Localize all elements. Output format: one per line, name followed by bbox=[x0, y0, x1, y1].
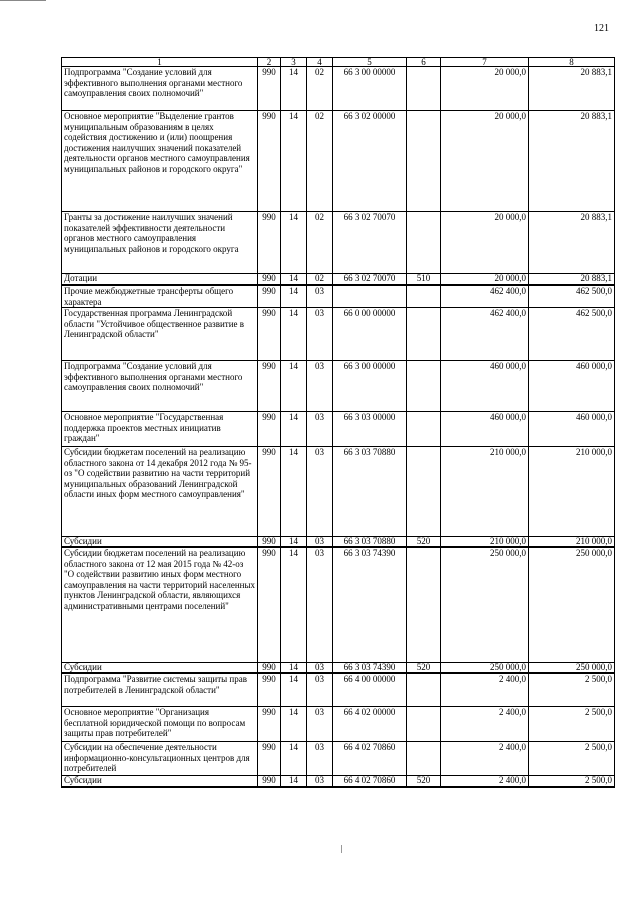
table-row bbox=[62, 111, 615, 212]
cell-col7: 462 400,0 bbox=[441, 308, 529, 361]
row-name: Субсидии bbox=[62, 663, 258, 674]
row-name: Подпрограмма "Создание условий для эффективного выполнения органами местного самоуправления своих полномочий" bbox=[62, 361, 258, 412]
cell-col8: 2 500,0 bbox=[529, 742, 615, 776]
cell-col3: 14 bbox=[281, 212, 307, 274]
cell-col6 bbox=[407, 673, 441, 707]
cell-col2: 990 bbox=[258, 67, 281, 111]
cell-col5: 66 3 03 74390 bbox=[333, 547, 407, 663]
table-row bbox=[62, 537, 615, 548]
cell-col4: 03 bbox=[307, 776, 333, 788]
cell-col5: 66 4 02 70860 bbox=[333, 776, 407, 788]
cell-col2: 990 bbox=[258, 412, 281, 447]
cell-col3: 14 bbox=[281, 742, 307, 776]
table-row bbox=[62, 673, 615, 707]
cell-col5: 66 3 00 00000 bbox=[333, 361, 407, 412]
cell-col8: 462 500,0 bbox=[529, 285, 615, 308]
cell-col3: 14 bbox=[281, 285, 307, 308]
cell-col2: 990 bbox=[258, 285, 281, 308]
cell-col3: 14 bbox=[281, 547, 307, 663]
col-header-1: 1 bbox=[62, 58, 258, 67]
table-row bbox=[62, 547, 615, 663]
cell-col5: 66 3 00 00000 bbox=[333, 67, 407, 111]
cell-col6 bbox=[407, 447, 441, 537]
cell-col7: 2 400,0 bbox=[441, 673, 529, 707]
cell-col2: 990 bbox=[258, 547, 281, 663]
cell-col6 bbox=[407, 111, 441, 212]
cell-col3: 14 bbox=[281, 361, 307, 412]
cell-col3: 14 bbox=[281, 111, 307, 212]
cell-col5: 66 3 03 00000 bbox=[333, 412, 407, 447]
cell-col5: 66 0 00 00000 bbox=[333, 308, 407, 361]
header-row bbox=[62, 58, 615, 67]
cell-col2: 990 bbox=[258, 361, 281, 412]
table-row bbox=[62, 361, 615, 412]
cell-col2: 990 bbox=[258, 776, 281, 788]
cell-col7: 20 000,0 bbox=[441, 67, 529, 111]
cell-col3: 14 bbox=[281, 274, 307, 286]
cell-col5: 66 3 03 70880 bbox=[333, 537, 407, 548]
cell-col2: 990 bbox=[258, 673, 281, 707]
table-row bbox=[62, 663, 615, 674]
cell-col4: 02 bbox=[307, 67, 333, 111]
cell-col4: 03 bbox=[307, 361, 333, 412]
cell-col5: 66 3 02 70070 bbox=[333, 274, 407, 286]
row-name: Субсидии bbox=[62, 776, 258, 788]
row-name: Субсидии на обеспечение деятельности информационно-консультационных центров для потребителей bbox=[62, 742, 258, 776]
cell-col4: 03 bbox=[307, 707, 333, 742]
cell-col6: 520 bbox=[407, 537, 441, 548]
cell-col6 bbox=[407, 308, 441, 361]
cell-col7: 2 400,0 bbox=[441, 707, 529, 742]
cell-col4: 03 bbox=[307, 447, 333, 537]
row-name: Основное мероприятие "Организация бесплатной юридической помощи по вопросам защиты прав потребителей" bbox=[62, 707, 258, 742]
row-name: Основное мероприятие "Выделение грантов муниципальным образованиям в целях содействия достижению и (или) поощрения достижения наилучших значений показателей деятельности органов местного самоуправления муниципальных районов и городского округа" bbox=[62, 111, 258, 212]
cell-col2: 990 bbox=[258, 663, 281, 674]
cell-col4: 03 bbox=[307, 285, 333, 308]
cell-col6 bbox=[407, 285, 441, 308]
row-name: Подпрограмма "Создание условий для эффективного выполнения органами местного самоуправления своих полномочий" bbox=[62, 67, 258, 111]
cell-col4: 02 bbox=[307, 274, 333, 286]
cell-col2: 990 bbox=[258, 707, 281, 742]
cell-col3: 14 bbox=[281, 308, 307, 361]
cell-col5: 66 4 02 70860 bbox=[333, 742, 407, 776]
cell-col8: 250 000,0 bbox=[529, 663, 615, 674]
row-name: Дотации bbox=[62, 274, 258, 286]
cell-col5: 66 4 02 00000 bbox=[333, 707, 407, 742]
cell-col6 bbox=[407, 547, 441, 663]
cell-col5: 66 3 02 70070 bbox=[333, 212, 407, 274]
cell-col4: 03 bbox=[307, 742, 333, 776]
col-header-4: 4 bbox=[307, 58, 333, 67]
row-name: Государственная программа Ленинградской области "Устойчивое общественное развитие в Ленинградской области" bbox=[62, 308, 258, 361]
cell-col7: 462 400,0 bbox=[441, 285, 529, 308]
table-row bbox=[62, 308, 615, 361]
cell-col8: 460 000,0 bbox=[529, 361, 615, 412]
table-row bbox=[62, 776, 615, 788]
row-name: Гранты за достижение наилучших значений показателей эффективности деятельности органов местного самоуправления муниципальных районов и городского округа bbox=[62, 212, 258, 274]
cell-col8: 20 883,1 bbox=[529, 274, 615, 286]
table-body bbox=[62, 67, 615, 788]
cell-col7: 2 400,0 bbox=[441, 742, 529, 776]
table-row bbox=[62, 212, 615, 274]
cell-col4: 02 bbox=[307, 111, 333, 212]
cell-col6 bbox=[407, 361, 441, 412]
cell-col7: 20 000,0 bbox=[441, 212, 529, 274]
scan-edge-mark bbox=[0, 0, 46, 1]
cell-col7: 20 000,0 bbox=[441, 274, 529, 286]
cell-col2: 990 bbox=[258, 742, 281, 776]
cell-col2: 990 bbox=[258, 111, 281, 212]
cell-col3: 14 bbox=[281, 776, 307, 788]
cell-col8: 20 883,1 bbox=[529, 111, 615, 212]
row-name: Прочие межбюджетные трансферты общего характера bbox=[62, 285, 258, 308]
cell-col5: 66 3 03 70880 bbox=[333, 447, 407, 537]
cell-col3: 14 bbox=[281, 673, 307, 707]
table-row bbox=[62, 285, 615, 308]
cell-col7: 460 000,0 bbox=[441, 361, 529, 412]
cell-col7: 210 000,0 bbox=[441, 447, 529, 537]
cell-col4: 03 bbox=[307, 663, 333, 674]
budget-table bbox=[61, 57, 615, 788]
cell-col6: 520 bbox=[407, 663, 441, 674]
cell-col6 bbox=[407, 212, 441, 274]
col-header-2: 2 bbox=[258, 58, 281, 67]
col-header-7: 7 bbox=[441, 58, 529, 67]
cell-col2: 990 bbox=[258, 308, 281, 361]
table-row bbox=[62, 274, 615, 286]
cell-col3: 14 bbox=[281, 447, 307, 537]
cell-col3: 14 bbox=[281, 663, 307, 674]
cell-col8: 20 883,1 bbox=[529, 212, 615, 274]
cell-col3: 14 bbox=[281, 67, 307, 111]
col-header-8: 8 bbox=[529, 58, 615, 67]
col-header-5: 5 bbox=[333, 58, 407, 67]
col-header-6: 6 bbox=[407, 58, 441, 67]
cell-col5: 66 3 03 74390 bbox=[333, 663, 407, 674]
cell-col4: 03 bbox=[307, 537, 333, 548]
cell-col4: 03 bbox=[307, 547, 333, 663]
row-name: Субсидии бюджетам поселений на реализацию областного закона от 12 мая 2015 года № 42-оз "О содействии развитию иных форм местного самоуправления на части территорий населенных пунктов Ленинградской области, являющихся административными центрами поселений" bbox=[62, 547, 258, 663]
cell-col8: 462 500,0 bbox=[529, 308, 615, 361]
cell-col6: 520 bbox=[407, 776, 441, 788]
cell-col2: 990 bbox=[258, 537, 281, 548]
row-name: Субсидии bbox=[62, 537, 258, 548]
cell-col8: 2 500,0 bbox=[529, 707, 615, 742]
cell-col4: 02 bbox=[307, 212, 333, 274]
cell-col8: 2 500,0 bbox=[529, 673, 615, 707]
table-row bbox=[62, 412, 615, 447]
cell-col7: 20 000,0 bbox=[441, 111, 529, 212]
cell-col6 bbox=[407, 67, 441, 111]
row-name: Субсидии бюджетам поселений на реализацию областного закона от 14 декабря 2012 года № 95-оз "О содействии развитию на части территорий муниципальных образований Ленинградской области иных форм местного самоуправления" bbox=[62, 447, 258, 537]
cell-col2: 990 bbox=[258, 447, 281, 537]
cell-col3: 14 bbox=[281, 537, 307, 548]
table-row bbox=[62, 447, 615, 537]
cell-col8: 250 000,0 bbox=[529, 547, 615, 663]
cell-col6 bbox=[407, 742, 441, 776]
cell-col4: 03 bbox=[307, 412, 333, 447]
cell-col7: 210 000,0 bbox=[441, 537, 529, 548]
cell-col5 bbox=[333, 285, 407, 308]
cell-col6 bbox=[407, 707, 441, 742]
cell-col7: 460 000,0 bbox=[441, 412, 529, 447]
cell-col7: 250 000,0 bbox=[441, 547, 529, 663]
table-row bbox=[62, 742, 615, 776]
cell-col5: 66 3 02 00000 bbox=[333, 111, 407, 212]
cell-col2: 990 bbox=[258, 212, 281, 274]
cell-col7: 250 000,0 bbox=[441, 663, 529, 674]
cell-col2: 990 bbox=[258, 274, 281, 286]
cell-col5: 66 4 00 00000 bbox=[333, 673, 407, 707]
cell-col8: 210 000,0 bbox=[529, 447, 615, 537]
table-row bbox=[62, 707, 615, 742]
cell-col8: 210 000,0 bbox=[529, 537, 615, 548]
cell-col8: 2 500,0 bbox=[529, 776, 615, 788]
cell-col4: 03 bbox=[307, 673, 333, 707]
scan-artifact bbox=[341, 845, 342, 853]
col-header-3: 3 bbox=[281, 58, 307, 67]
row-name: Подпрограмма "Развитие системы защиты прав потребителей в Ленинградской области" bbox=[62, 673, 258, 707]
page-number: 121 bbox=[594, 23, 609, 34]
cell-col3: 14 bbox=[281, 412, 307, 447]
cell-col6: 510 bbox=[407, 274, 441, 286]
row-name: Основное мероприятие "Государственная поддержка проектов местных инициатив граждан" bbox=[62, 412, 258, 447]
cell-col8: 460 000,0 bbox=[529, 412, 615, 447]
cell-col3: 14 bbox=[281, 707, 307, 742]
cell-col4: 03 bbox=[307, 308, 333, 361]
cell-col7: 2 400,0 bbox=[441, 776, 529, 788]
cell-col8: 20 883,1 bbox=[529, 67, 615, 111]
cell-col6 bbox=[407, 412, 441, 447]
table-row bbox=[62, 67, 615, 111]
